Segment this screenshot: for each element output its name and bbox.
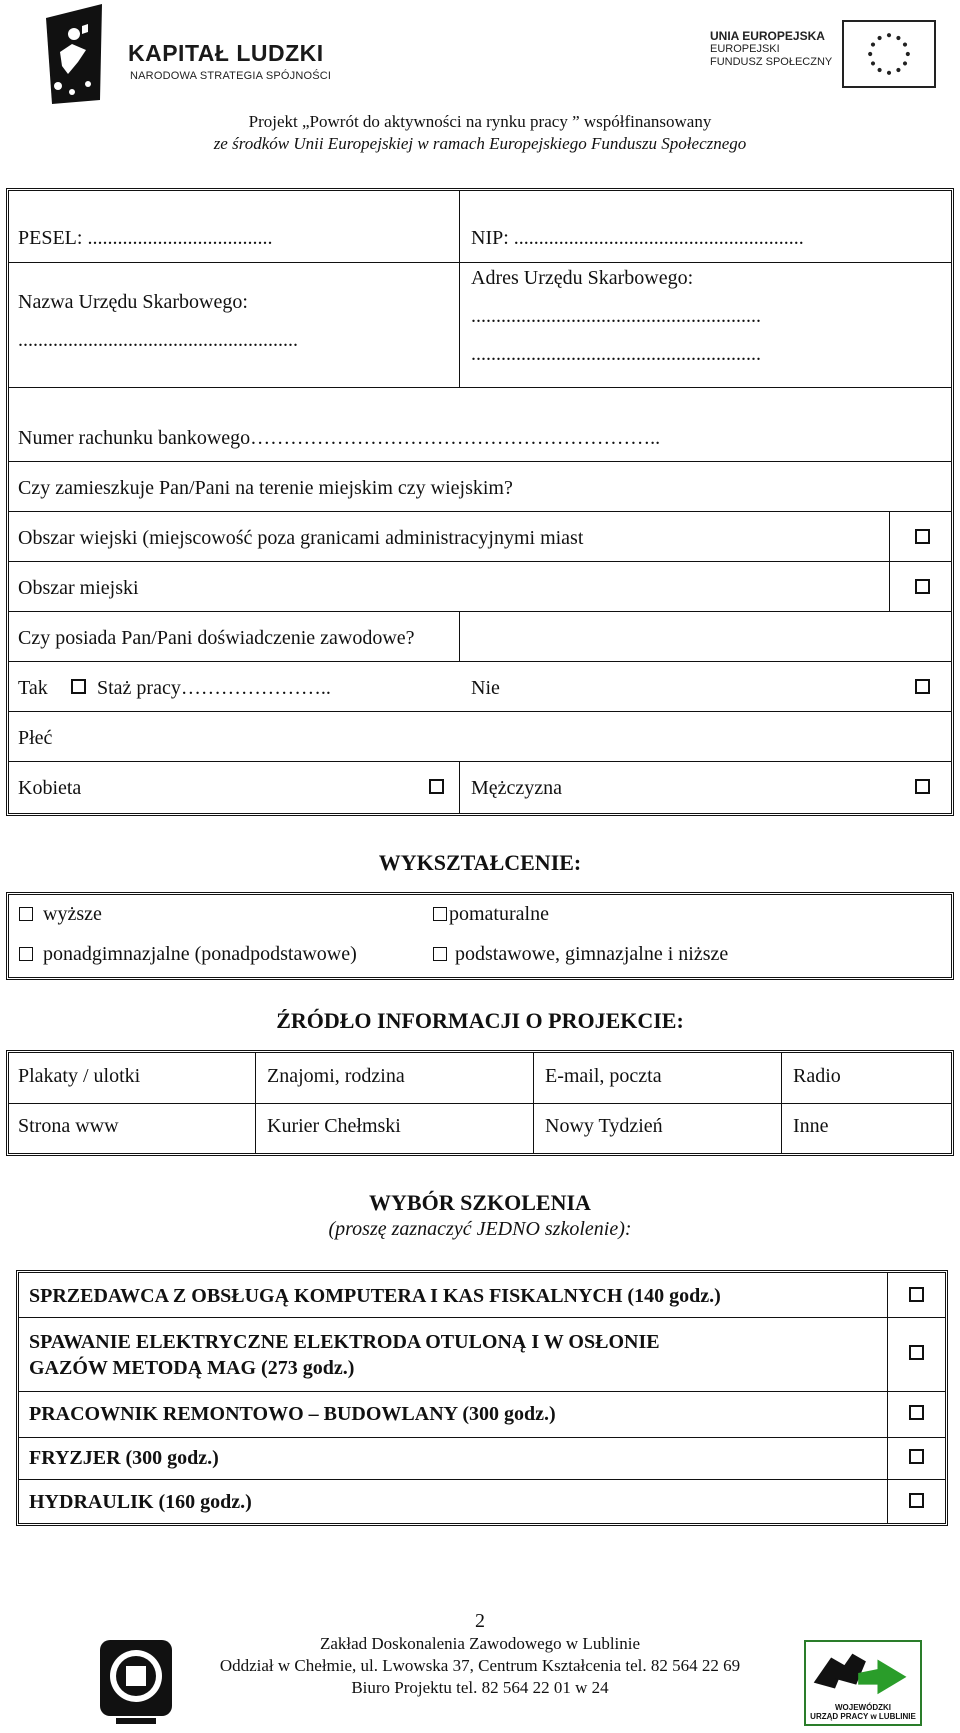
female-label: Kobieta bbox=[18, 777, 82, 799]
source-radio[interactable]: Radio bbox=[793, 1065, 841, 1087]
training-item-hairdresser: FRYZJER (300 godz.) bbox=[29, 1447, 219, 1469]
male-label: Mężczyzna bbox=[471, 777, 563, 799]
source-friends[interactable]: Znajomi, rodzina bbox=[267, 1065, 405, 1087]
postsecondary-education-checkbox[interactable] bbox=[433, 907, 447, 921]
experience-yes-label: Tak bbox=[18, 677, 48, 699]
eu-logo-line3: FUNDUSZ SPOŁECZNY bbox=[710, 56, 833, 68]
wup-arrow-icon bbox=[806, 1644, 920, 1702]
eu-logo-line1: UNIA EUROPEJSKA bbox=[710, 29, 825, 43]
kapital-ludzki-emblem-icon bbox=[42, 4, 108, 104]
tax-office-name-field[interactable]: ........................................................ bbox=[18, 329, 298, 351]
rural-area-checkbox[interactable] bbox=[915, 529, 930, 544]
education-heading: WYKSZTAŁCENIE: bbox=[378, 850, 582, 875]
training-item-plumber: HYDRAULIK (160 godz.) bbox=[29, 1491, 252, 1513]
source-other[interactable]: Inne bbox=[793, 1115, 829, 1137]
source-posters[interactable]: Plakaty / ulotki bbox=[18, 1065, 141, 1087]
source-website[interactable]: Strona www bbox=[18, 1115, 119, 1137]
training-plumber-checkbox[interactable] bbox=[909, 1493, 924, 1508]
source-nowy-tydzien[interactable]: Nowy Tydzień bbox=[545, 1115, 663, 1137]
tax-office-address-label: Adres Urzędu Skarbowego: bbox=[471, 267, 694, 289]
personal-data-box bbox=[6, 188, 954, 816]
footer-line-3: Biuro Projektu tel. 82 564 22 01 w 24 bbox=[351, 1678, 609, 1697]
project-line-2: ze środków Unii Europejskiej w ramach Europejskiego Funduszu Społecznego bbox=[213, 134, 747, 153]
pesel-field[interactable]: PESEL: ..................................... bbox=[18, 227, 273, 249]
experience-yes-checkbox[interactable] bbox=[71, 679, 86, 694]
eu-logo bbox=[690, 20, 950, 92]
postsecondary-education-label: pomaturalne bbox=[449, 903, 549, 925]
tax-office-address-field-2[interactable]: .......................................................... bbox=[471, 343, 761, 365]
higher-education-checkbox[interactable] bbox=[19, 907, 33, 921]
bank-account-field[interactable]: Numer rachunku bankowego…………………………………………………….. bbox=[18, 427, 661, 449]
training-construction-checkbox[interactable] bbox=[909, 1405, 924, 1420]
male-checkbox[interactable] bbox=[915, 779, 930, 794]
source-kurier[interactable]: Kurier Chełmski bbox=[267, 1115, 401, 1137]
wup-logo-line2: URZĄD PRACY w LUBLINIE bbox=[810, 1712, 916, 1721]
wup-logo-line1: WOJEWÓDZKI bbox=[835, 1703, 891, 1712]
higher-education-label: wyższe bbox=[43, 903, 102, 925]
nip-field[interactable]: NIP: .......................................................... bbox=[471, 227, 804, 249]
sex-label: Płeć bbox=[18, 727, 53, 749]
tax-office-address-field-1[interactable]: .......................................................... bbox=[471, 305, 761, 327]
experience-no-label: Nie bbox=[471, 677, 500, 699]
wup-logo-text bbox=[806, 1703, 920, 1721]
urban-area-label: Obszar miejski bbox=[18, 577, 139, 599]
kapital-ludzki-title: KAPITAŁ LUDZKI bbox=[128, 40, 324, 66]
training-item-welding-line1: SPAWANIE ELEKTRYCZNE ELEKTRODA OTULONĄ I W OSŁONIE bbox=[29, 1331, 660, 1353]
project-line-1: Projekt „Powrót do aktywności na rynku pracy ” współfinansowany bbox=[248, 112, 712, 131]
footer-line-2: Oddział w Chełmie, ul. Lwowska 37, Centrum Kształcenia tel. 82 564 22 69 bbox=[219, 1656, 741, 1675]
basic-education-checkbox[interactable] bbox=[433, 947, 447, 961]
eu-logo-line2: EUROPEJSKI bbox=[710, 43, 780, 55]
kapital-ludzki-subtitle: NARODOWA STRATEGIA SPÓJNOŚCI bbox=[130, 70, 332, 82]
training-table bbox=[16, 1270, 948, 1526]
source-email[interactable]: E-mail, poczta bbox=[545, 1065, 662, 1087]
training-cashier-checkbox[interactable] bbox=[909, 1287, 924, 1302]
experience-no-checkbox[interactable] bbox=[915, 679, 930, 694]
urban-area-checkbox[interactable] bbox=[915, 579, 930, 594]
training-hairdresser-checkbox[interactable] bbox=[909, 1449, 924, 1464]
eu-flag-icon bbox=[842, 20, 936, 88]
wup-lublin-logo bbox=[804, 1640, 922, 1726]
experience-question: Czy posiada Pan/Pani doświadczenie zawodowe? bbox=[18, 627, 415, 649]
info-source-heading: ŹRÓDŁO INFORMACJI O PROJEKCIE: bbox=[276, 1008, 684, 1033]
tax-office-name-label: Nazwa Urzędu Skarbowego: bbox=[18, 291, 248, 313]
female-checkbox[interactable] bbox=[429, 779, 444, 794]
eu-logo-text bbox=[710, 30, 832, 69]
upper-secondary-education-checkbox[interactable] bbox=[19, 947, 33, 961]
training-heading: WYBÓR SZKOLENIA bbox=[369, 1190, 591, 1215]
training-item-construction: PRACOWNIK REMONTOWO – BUDOWLANY (300 godz.) bbox=[29, 1403, 556, 1425]
education-box bbox=[6, 892, 954, 980]
page-number: 2 bbox=[475, 1610, 485, 1632]
training-subheading: (proszę zaznaczyć JEDNO szkolenie): bbox=[328, 1218, 632, 1240]
kapital-ludzki-logo bbox=[40, 4, 360, 104]
rural-area-label: Obszar wiejski (miejscowość poza granicami administracyjnymi miast bbox=[18, 527, 584, 549]
footer-line-1: Zakład Doskonalenia Zawodowego w Lublinie bbox=[319, 1634, 641, 1653]
training-welding-checkbox[interactable] bbox=[909, 1345, 924, 1360]
upper-secondary-education-label: ponadgimnazjalne (ponadpodstawowe) bbox=[43, 943, 357, 965]
zdz-logo-icon bbox=[96, 1636, 176, 1726]
info-source-table bbox=[6, 1050, 954, 1156]
work-experience-field[interactable]: Staż pracy………………….. bbox=[97, 677, 331, 699]
basic-education-label: podstawowe, gimnazjalne i niższe bbox=[455, 943, 729, 965]
training-item-welding-line2: GAZÓW METODĄ MAG (273 godz.) bbox=[29, 1357, 355, 1379]
residence-question: Czy zamieszkuje Pan/Pani na terenie miejskim czy wiejskim? bbox=[18, 477, 513, 499]
training-item-cashier: SPRZEDAWCA Z OBSŁUGĄ KOMPUTERA I KAS FISKALNYCH (140 godz.) bbox=[29, 1285, 721, 1307]
